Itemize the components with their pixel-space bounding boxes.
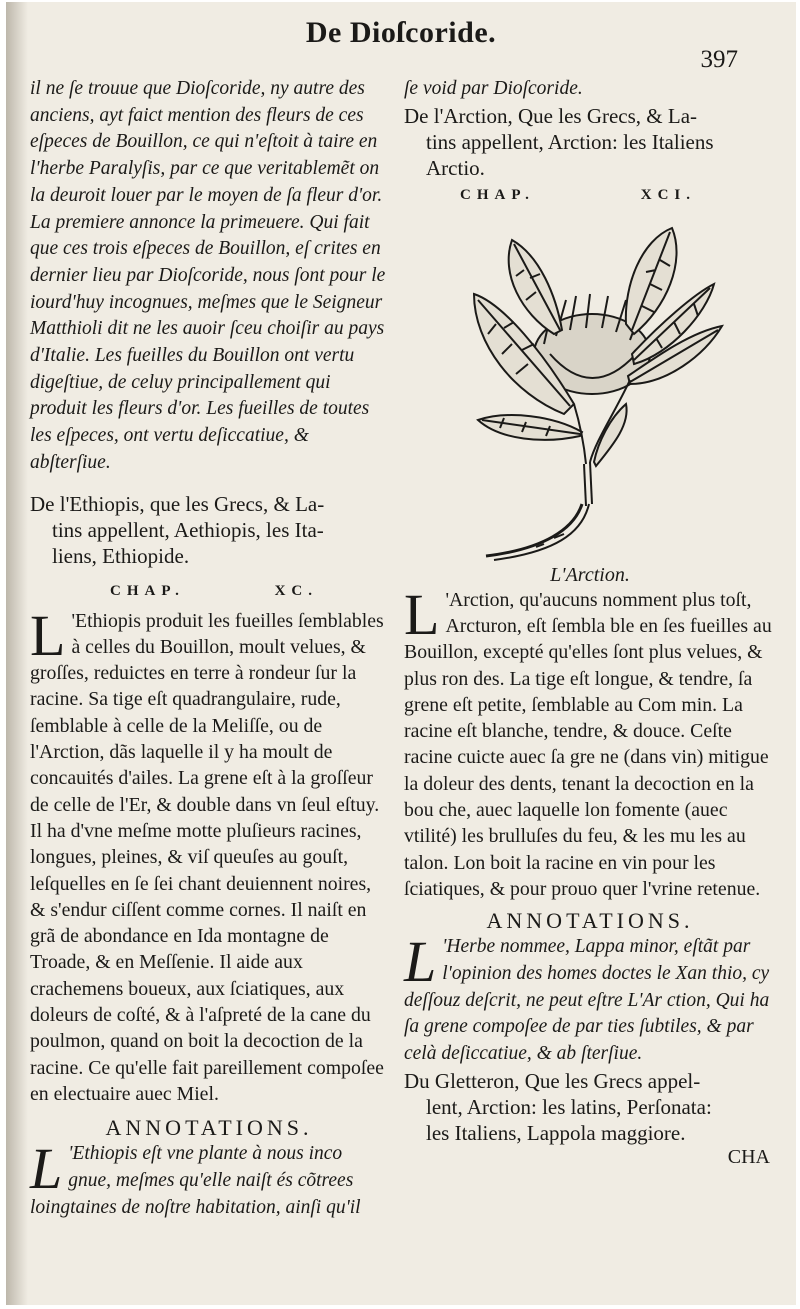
heading-line-2: tins appellent, Aethiopis, les Ita- (52, 517, 324, 542)
arction-body-text: 'Arction, qu'aucuns nomment plus toſt, Arcturon, eſt ſembla ble en ſes fueilles au Bouillon, excepté qu'elles ſont plus velues, & plus ron des. La tige eſt longue, & tendre, ſa grene eſt petite, ſemblable au Com min. La racine eſt blanche, tendre, & douce. Ceſte racine cuicte auec ſa gre ne (dans vin) mitigue la doleur des dents, tenant la decoction en la bou che, auec laquelle lon fomente (auec vtilité) les brulluſes du feu, & les mu les au talon. Lon boit la racine en vin pour les ſciatiques, & pour prouo quer l'vrine retenue. (404, 588, 772, 900)
annotation-drop-capital: L (30, 1136, 63, 1202)
arction-body (404, 581, 776, 903)
chap-word: CHAP. (460, 186, 535, 203)
chap-number: XCI. (640, 186, 696, 203)
gutter-shadow (6, 2, 28, 1305)
ethiopis-body-text: 'Ethiopis produit les fueilles ſemblables à celles du Bouillon, moult velues, & groſſes, reduictes en terre à rondeur ſur la racine. Sa tige eſt quadrangulaire, rude, ſemblable à celle de la Meliſſe, ou de l'Arction, dãs laquelle il y ha moult de concauités d'ailes. La grene eſt à la groſſeur de celle de l'Er, & double dans vn ſeul eſtuy. Il ha d'vne meſme motte pluſieurs racines, longues, pleines, & viſ queuſes au gouſt, leſquelles en ſe ſei chant deuiennent noires, & s'endur ciſſent comme cornes. Il naiſt en grã de abondance en Ida montagne de Troade, & en Meſſenie. Il aide aux crachemens boueux, aux ſciatiques, aux doleurs de coſté, & à l'aſpreté de la cane du poulmon, quand on boit la decoction de la racine. Ce qu'elle fait pareillement compoſee en electuaire auec Miel. (30, 609, 384, 1105)
annotations-heading: ANNOTATIONS. (486, 908, 694, 934)
heading-line-1: De l'Ethiopis, que les Grecs, & La- (30, 491, 325, 516)
left-column (30, 76, 388, 1221)
right-top-line: ſe void par Dioſcoride. (404, 78, 583, 99)
right-column (404, 76, 776, 1169)
annotation-paragraph (30, 1136, 388, 1221)
chapter-heading-arction (404, 103, 776, 181)
annotation-paragraph (404, 929, 776, 1068)
drop-capital: L (30, 602, 66, 668)
chap-number: XC. (274, 582, 318, 599)
drop-capital: L (404, 581, 440, 647)
next-heading-line-2: lent, Arction: les latins, Perſonata: (426, 1094, 712, 1119)
next-chapter-heading (404, 1068, 776, 1146)
annotations-heading: ANNOTATIONS. (105, 1115, 313, 1141)
figure-caption: L'Arction. (550, 563, 630, 586)
book-page (6, 2, 796, 1305)
chapter-heading-ethiopis (30, 491, 388, 569)
next-heading-line-1: Du Gletteron, Que les Grecs appel- (404, 1068, 701, 1093)
heading-line-3: liens, Ethiopide. (52, 543, 190, 568)
chap-word: CHAP. (110, 582, 185, 599)
heading-line-1: De l'Arction, Que les Grecs, & La- (404, 103, 698, 128)
heading-line-2: tins appellent, Arction: les Italiens (426, 129, 714, 154)
chapter-label (30, 583, 388, 600)
page-number: 397 (700, 46, 738, 73)
running-head: De Dioſcoride. (305, 16, 497, 49)
ethiopis-body (30, 602, 388, 1108)
annotation-text: 'Ethiopis eſt vne plante à nous inco gnue, meſmes qu'elle naiſt és cõtrees loingtaines de noſtre habitation, ainſi qu'il (30, 1143, 361, 1218)
next-heading-line-3: les Italiens, Lappola maggiore. (426, 1120, 686, 1145)
annotation-drop-capital: L (404, 929, 437, 995)
chapter-label (404, 187, 776, 204)
heading-line-3: Arctio. (426, 155, 485, 180)
plant-illustration (404, 204, 776, 564)
catchword: CHA (727, 1145, 770, 1168)
left-intro-paragraph: il ne ſe trouue que Dioſcoride, ny autre des anciens, ayt faict mention des fleurs de ces eſpeces de Bouillon, ce qui n'eſtoit à taire en l'herbe Paralyſis, par ce que veritablemẽt on la deuroit louer par le moyen de ſa fleur d'or. La premiere annonce la primeuere. Qui fait que ces trois eſpeces de Bouillon, eſ crites en dernier lieu par Dioſcoride, nous ſont pour le iourd'huy incognues, meſmes que le Seigneur Matthioli dit ne les auoir ſceu choiſir au pays d'Italie. Les fueilles du Bouillon ont vertu digeſtiue, de celuy principallement qui produit les fleurs d'or. Les fueilles de toutes les eſpeces, ont vertu deſiccatiue, & abſterſiue. (30, 78, 386, 473)
arction-plant-woodcut (404, 204, 776, 564)
annotation-text: 'Herbe nommee, Lappa minor, eſtãt par l'opinion des homes doctes le Xan thio, cy deſſouz deſcrit, ne peut eſtre L'Ar ction, Qui ha ſa grene compoſee de par ties ſubtiles, & par celà deſiccatiue, & ab ſterſiue. (404, 936, 770, 1065)
